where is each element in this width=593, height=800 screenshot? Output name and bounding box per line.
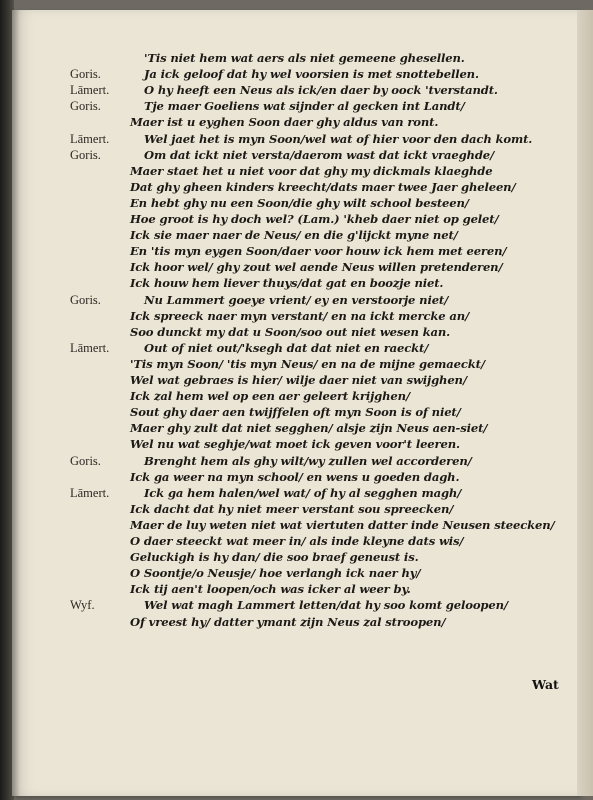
verse-line xyxy=(12,131,572,147)
verse-line xyxy=(12,404,572,420)
verse-text: Sout ghy daer aen twijffelen oft myn Soon is of niet/ xyxy=(130,405,461,420)
verse-line xyxy=(12,340,572,356)
verse-line xyxy=(12,372,572,388)
verse-line xyxy=(12,581,572,597)
verse-text: Ick ga hem halen/wel wat/ of hy al segghen magh/ xyxy=(144,485,462,500)
verse-text: Nu Lammert goeye vrient/ ey en verstoorje niet/ xyxy=(144,292,449,307)
speaker-name: Goris. xyxy=(70,147,101,162)
verse-text: Ick houw hem liever thuys/dat gat en boozje niet. xyxy=(130,276,444,291)
verse-text: Tje maer Goeliens wat sijnder al gecken int Landt/ xyxy=(144,99,465,114)
verse-text: Dat ghy gheen kinders kreecht/dats maer twee Jaer gheleen/ xyxy=(130,179,516,194)
verse-text: Ick tij aen't loopen/och was icker al weer by. xyxy=(130,582,411,597)
verse-line xyxy=(12,485,572,501)
verse-line xyxy=(12,501,572,517)
verse-text: Ick hoor wel/ ghy zout wel aende Neus willen pretenderen/ xyxy=(130,260,503,275)
verse-line xyxy=(12,324,572,340)
speaker-name: Goris. xyxy=(70,292,101,307)
verse-line xyxy=(12,517,572,533)
verse-text: En 'tis myn eygen Soon/daer voor houw ick hem met eeren/ xyxy=(130,244,507,259)
verse-line xyxy=(12,308,572,324)
verse-line xyxy=(12,243,572,259)
verse-line xyxy=(12,469,572,485)
verse-line xyxy=(12,50,572,66)
verse-line xyxy=(12,98,572,114)
verse-text: O Soontje/o Neusje/ hoe verlangh ick naer hy/ xyxy=(130,566,421,581)
speaker-name: Lāmert. xyxy=(70,83,110,98)
speaker-name: Lāmert. xyxy=(70,131,110,146)
page-edge xyxy=(577,10,593,796)
verse-line xyxy=(12,533,572,549)
speaker-name: Wyf. xyxy=(70,598,95,613)
verse-text: O hy heeft een Neus als ick/en daer by oock 'tverstandt. xyxy=(144,83,498,98)
speaker-name: Goris. xyxy=(70,99,101,114)
verse-text: Soo dunckt my dat u Soon/soo out niet wesen kan. xyxy=(130,324,451,339)
verse-line xyxy=(12,259,572,275)
verse-text: Wel wat magh Lammert letten/dat hy soo komt geloopen/ xyxy=(144,598,508,613)
verse-text: Out of niet out/'ksegh dat dat niet en raeckt/ xyxy=(144,340,429,355)
book-page xyxy=(12,10,580,796)
verse-text: Ick ga weer na myn school/ en wens u goeden dagh. xyxy=(130,469,460,484)
verse-text: Ick dacht dat hy niet meer verstant sou spreecken/ xyxy=(130,501,454,516)
verse-text: Maer de luy weten niet wat viertuten datter inde Neusen steecken/ xyxy=(130,517,555,532)
verse-line xyxy=(12,565,572,581)
verse-text: O daer steeckt wat meer in/ als inde kleyne dats wis/ xyxy=(130,534,464,548)
verse-text: En hebt ghy nu een Soon/die ghy wilt school besteen/ xyxy=(130,195,469,210)
verse-text: Maer ist u eyghen Soon daer ghy aldus van ront. xyxy=(130,115,439,130)
verse-line xyxy=(12,66,572,82)
verse-text: Maer staet het u niet voor dat ghy my dickmals klaeghde xyxy=(130,163,493,178)
verse-line xyxy=(12,292,572,308)
verse-text: Brenght hem als ghy wilt/wy zullen wel accorderen/ xyxy=(144,453,472,468)
verse-line xyxy=(12,356,572,372)
verse-line xyxy=(12,82,572,98)
verse-line xyxy=(12,614,572,630)
verse-line xyxy=(12,549,572,565)
verse-line xyxy=(12,163,572,179)
verse-text: Wel jaet het is myn Soon/wel wat of hier voor den dach komt. xyxy=(144,131,533,146)
verse-text: 'Tis niet hem wat aers als niet gemeene ghesellen. xyxy=(144,51,465,65)
verse-text: Geluckigh is hy dan/ die soo braef geneust is. xyxy=(130,550,419,565)
speaker-name: Lāmert. xyxy=(70,485,110,500)
verse-text: Om dat ickt niet versta/daerom wast dat ickt vraeghde/ xyxy=(144,147,495,162)
speaker-name: Lāmert. xyxy=(70,340,110,355)
verse-line xyxy=(12,597,572,613)
verse-line xyxy=(12,388,572,404)
verse-line xyxy=(12,227,572,243)
verse-line xyxy=(12,436,572,452)
verse-text: 'Tis myn Soon/ 'tis myn Neus/ en na de mijne gemaeckt/ xyxy=(130,356,485,371)
verse-line xyxy=(12,114,572,130)
verse-line xyxy=(12,195,572,211)
verse-text: Hoe groot is hy doch wel? (Lam.) 'kheb daer niet op gelet/ xyxy=(130,212,499,226)
verse-line xyxy=(12,275,572,291)
speaker-name: Goris. xyxy=(70,453,101,468)
verse-text: Ick zal hem wel op een aer geleert krijghen/ xyxy=(130,389,410,404)
verse-text: Ja ick geloof dat hy wel voorsien is met snottebellen. xyxy=(144,67,479,82)
catchword: Wat xyxy=(532,677,559,692)
verse-text: Of vreest hy/ datter ymant zijn Neus zal stroopen/ xyxy=(130,614,446,629)
verse-line xyxy=(12,147,572,163)
verse-line xyxy=(12,211,572,227)
verse-line xyxy=(12,179,572,195)
verse-text: Wel wat gebraes is hier/ wilje daer niet van swijghen/ xyxy=(130,373,467,387)
verse-text: Ick spreeck naer myn verstant/ en na ickt mercke an/ xyxy=(130,308,470,323)
verse-line xyxy=(12,420,572,436)
verse-text: Ick sie maer naer de Neus/ en die g'lijckt myne net/ xyxy=(130,228,458,243)
verse-text: Maer ghy zult dat niet segghen/ alsje zijn Neus aen-siet/ xyxy=(130,421,488,436)
verse-text: Wel nu wat seghje/wat moet ick geven voor't leeren. xyxy=(130,437,460,452)
verse-line xyxy=(12,453,572,469)
speaker-name: Goris. xyxy=(70,67,101,82)
spine-shadow xyxy=(12,10,20,796)
